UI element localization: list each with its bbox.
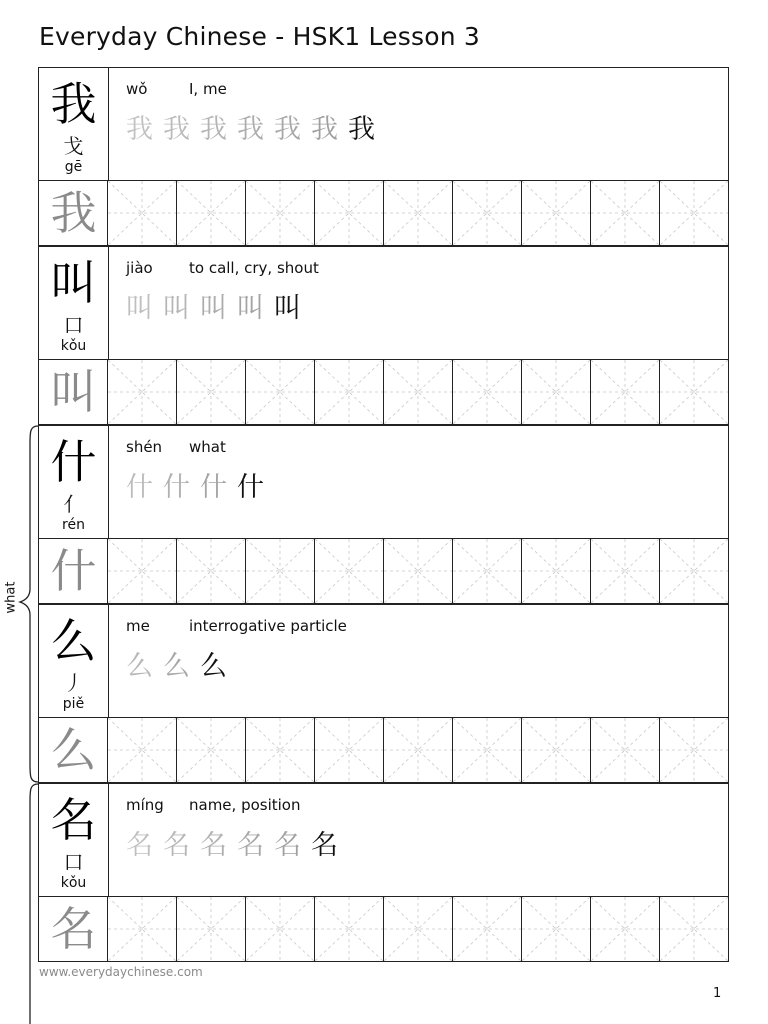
practice-row (38, 359, 729, 425)
stroke-step: 么 (200, 651, 227, 682)
word-group-label: what (3, 581, 19, 614)
stroke-step: 叫 (163, 293, 190, 324)
grid-guides (453, 360, 521, 424)
grid-guides (315, 718, 383, 782)
trace-cell (39, 897, 108, 961)
radical: 丿 (63, 671, 84, 695)
grid-guides (384, 718, 452, 782)
grid-guides (177, 897, 245, 961)
grid-guides (246, 897, 314, 961)
trace-cell (39, 718, 108, 782)
stroke-step: 什 (163, 472, 190, 503)
stroke-step: 名 (311, 830, 338, 861)
grid-guides (108, 539, 176, 603)
practice-cell[interactable] (315, 181, 384, 245)
practice-cell[interactable] (660, 718, 729, 782)
trace-cell (39, 181, 108, 245)
grid-guides (108, 181, 176, 245)
grid-guides (591, 718, 659, 782)
stroke-step: 我 (126, 114, 153, 145)
stroke-step: 我 (274, 114, 301, 145)
stroke-step: 什 (237, 472, 264, 503)
practice-cell[interactable] (453, 718, 522, 782)
grid-guides (108, 718, 176, 782)
radical-pinyin: kǒu (60, 875, 87, 891)
character-info-row (38, 604, 729, 717)
grid-guides (660, 181, 728, 245)
pinyin: me (126, 617, 150, 635)
practice-cell[interactable] (177, 360, 246, 424)
trace-cell (39, 360, 108, 424)
stroke-step: 名 (237, 830, 264, 861)
practice-cell[interactable] (315, 360, 384, 424)
character-info-row (38, 67, 729, 180)
practice-cell[interactable] (315, 539, 384, 603)
stroke-step: 名 (163, 830, 190, 861)
stroke-step: 我 (237, 114, 264, 145)
stroke-step: 叫 (274, 293, 301, 324)
practice-cell[interactable] (591, 181, 660, 245)
grid-guides (660, 360, 728, 424)
character-block (38, 67, 729, 246)
practice-cell[interactable] (660, 181, 729, 245)
practice-cell[interactable] (522, 181, 591, 245)
trace-character: 什 (50, 544, 97, 598)
worksheet (38, 67, 729, 962)
grid-guides (246, 181, 314, 245)
grid-guides (522, 897, 590, 961)
practice-cell[interactable] (108, 360, 177, 424)
practice-cell[interactable] (246, 718, 315, 782)
grid-guides (522, 718, 590, 782)
practice-cell[interactable] (384, 718, 453, 782)
pinyin: jiào (126, 259, 153, 277)
grid-guides (591, 360, 659, 424)
practice-cell[interactable] (522, 360, 591, 424)
grid-guides (453, 181, 521, 245)
radical-pinyin: kǒu (60, 338, 87, 354)
radical: 口 (63, 850, 84, 874)
grid-guides (522, 539, 590, 603)
character-block (38, 246, 729, 425)
stroke-step: 我 (200, 114, 227, 145)
practice-cell[interactable] (522, 897, 591, 961)
stroke-step: 叫 (237, 293, 264, 324)
practice-cell[interactable] (108, 718, 177, 782)
character-panel (39, 605, 109, 717)
practice-cell[interactable] (246, 360, 315, 424)
stroke-step: 我 (348, 114, 375, 145)
practice-cell[interactable] (660, 539, 729, 603)
practice-row (38, 538, 729, 604)
grid-guides (315, 539, 383, 603)
practice-cell[interactable] (315, 718, 384, 782)
grid-guides (315, 181, 383, 245)
trace-character: 叫 (50, 365, 97, 419)
main-character: 名 (50, 793, 97, 847)
grid-guides (591, 897, 659, 961)
grid-guides (660, 539, 728, 603)
grid-guides (177, 181, 245, 245)
practice-cell[interactable] (246, 181, 315, 245)
character-info-row (38, 246, 729, 359)
grid-guides (315, 897, 383, 961)
practice-row (38, 180, 729, 246)
stroke-step: 我 (311, 114, 338, 145)
grid-guides (522, 360, 590, 424)
grid-guides (246, 539, 314, 603)
grid-guides (177, 539, 245, 603)
character-panel (39, 68, 109, 180)
radical-pinyin: rén (62, 517, 85, 533)
grid-guides (108, 897, 176, 961)
practice-cell[interactable] (591, 718, 660, 782)
stroke-step: 什 (200, 472, 227, 503)
character-info-row (38, 425, 729, 538)
practice-cell[interactable] (591, 897, 660, 961)
stroke-order-sequence (126, 649, 237, 685)
practice-cell[interactable] (384, 539, 453, 603)
practice-cell[interactable] (591, 360, 660, 424)
footer-url: www.everydaychinese.com (39, 965, 203, 979)
practice-cell[interactable] (384, 181, 453, 245)
grid-guides (591, 539, 659, 603)
practice-cell[interactable] (177, 539, 246, 603)
practice-cell[interactable] (660, 360, 729, 424)
main-character: 什 (50, 435, 97, 489)
stroke-step: 么 (163, 651, 190, 682)
grid-guides (246, 360, 314, 424)
grid-guides (660, 718, 728, 782)
grid-guides (246, 718, 314, 782)
radical-pinyin: gē (64, 159, 83, 175)
trace-cell (39, 539, 108, 603)
stroke-step: 名 (274, 830, 301, 861)
page-title: Everyday Chinese - HSK1 Lesson 3 (39, 22, 480, 51)
trace-character: 名 (50, 902, 97, 956)
practice-row (38, 896, 729, 962)
practice-cell[interactable] (177, 897, 246, 961)
character-block (38, 425, 729, 604)
grid-guides (315, 360, 383, 424)
meaning: name, position (189, 796, 301, 814)
practice-cell[interactable] (591, 539, 660, 603)
stroke-order-sequence (126, 112, 385, 148)
grid-guides (453, 539, 521, 603)
character-info-row (38, 783, 729, 896)
grid-guides (453, 718, 521, 782)
stroke-order-sequence (126, 470, 274, 506)
practice-cell[interactable] (177, 718, 246, 782)
pinyin: míng (126, 796, 164, 814)
meaning: to call, cry, shout (189, 259, 319, 277)
character-panel (39, 247, 109, 359)
practice-cell[interactable] (108, 897, 177, 961)
grid-guides (177, 360, 245, 424)
page-number: 1 (713, 986, 722, 1001)
main-character: 叫 (50, 256, 97, 310)
main-character: 我 (50, 77, 97, 131)
radical: 口 (63, 313, 84, 337)
grid-guides (522, 181, 590, 245)
practice-cell[interactable] (108, 539, 177, 603)
grid-guides (453, 897, 521, 961)
stroke-step: 我 (163, 114, 190, 145)
grid-guides (384, 539, 452, 603)
word-group-brace-next (0, 782, 40, 1024)
stroke-step: 么 (126, 651, 153, 682)
grid-guides (384, 897, 452, 961)
pinyin: shén (126, 438, 163, 456)
practice-cell[interactable] (108, 181, 177, 245)
character-block (38, 604, 729, 783)
main-character: 么 (50, 614, 97, 668)
meaning: interrogative particle (189, 617, 347, 635)
meaning: I, me (189, 80, 227, 98)
grid-guides (660, 897, 728, 961)
grid-guides (108, 360, 176, 424)
stroke-step: 名 (126, 830, 153, 861)
grid-guides (384, 181, 452, 245)
stroke-step: 名 (200, 830, 227, 861)
practice-cell[interactable] (246, 539, 315, 603)
pinyin: wǒ (126, 80, 148, 98)
radical-pinyin: piě (62, 696, 85, 712)
meaning: what (189, 438, 226, 456)
practice-cell[interactable] (177, 181, 246, 245)
practice-cell[interactable] (246, 897, 315, 961)
practice-cell[interactable] (453, 897, 522, 961)
practice-cell[interactable] (315, 897, 384, 961)
stroke-step: 叫 (126, 293, 153, 324)
character-block (38, 783, 729, 962)
radical: 亻 (63, 492, 84, 516)
practice-cell[interactable] (522, 539, 591, 603)
radical: 戈 (63, 134, 84, 158)
stroke-order-sequence (126, 828, 348, 864)
grid-guides (591, 181, 659, 245)
trace-character: 我 (50, 186, 97, 240)
stroke-order-sequence (126, 291, 311, 327)
practice-cell[interactable] (453, 181, 522, 245)
stroke-step: 叫 (200, 293, 227, 324)
character-panel (39, 784, 109, 896)
practice-cell[interactable] (384, 360, 453, 424)
practice-cell[interactable] (660, 897, 729, 961)
stroke-step: 什 (126, 472, 153, 503)
grid-guides (384, 360, 452, 424)
trace-character: 么 (50, 723, 97, 777)
practice-row (38, 717, 729, 783)
practice-cell[interactable] (384, 897, 453, 961)
character-panel (39, 426, 109, 538)
practice-cell[interactable] (522, 718, 591, 782)
practice-cell[interactable] (453, 360, 522, 424)
practice-cell[interactable] (453, 539, 522, 603)
grid-guides (177, 718, 245, 782)
